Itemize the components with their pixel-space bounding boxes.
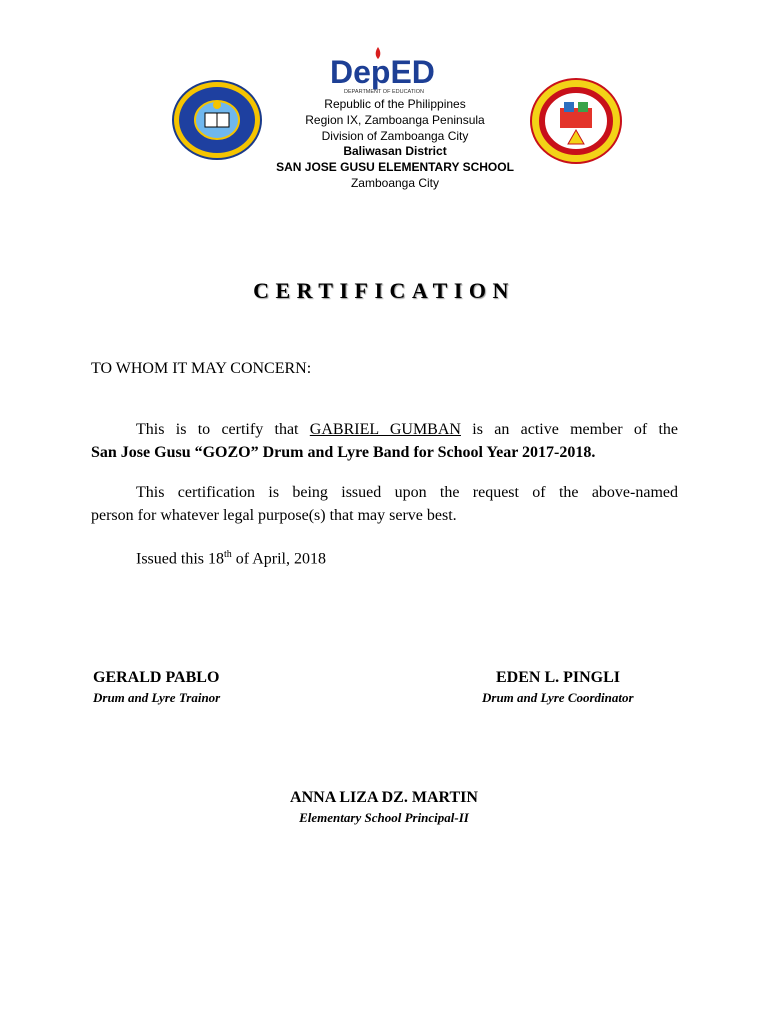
paragraph-2-line-2: person for whatever legal purpose(s) that may serve best. (91, 507, 457, 524)
deped-logo (330, 45, 440, 95)
header-school: SAN JOSE GUSU ELEMENTARY SCHOOL (276, 160, 514, 174)
issued-text-a: Issued this 18 (136, 550, 224, 568)
document-title: CERTIFICATION (253, 278, 515, 303)
deped-logo-subtext: DEPARTMENT OF EDUCATION (344, 89, 424, 95)
issued-text-b: of April, 2018 (231, 550, 326, 568)
salutation: TO WHOM IT MAY CONCERN: (91, 360, 312, 377)
header-republic: Republic of the Philippines (324, 97, 466, 111)
paragraph-1-text-a: This is to certify that (136, 421, 310, 438)
paragraph-2-line-1: This certification is being issued upon the request of the above-named (136, 484, 678, 501)
paragraph-purpose (91, 481, 678, 527)
paragraph-1-line-2: San Jose Gusu “GOZO” Drum and Lyre Band for School Year 2017-2018. (91, 444, 596, 461)
principal-name: ANNA LIZA DZ. MARTIN (290, 789, 478, 806)
trainor-role: Drum and Lyre Trainor (93, 690, 221, 705)
paragraph-1-text-b: is an active member of the (460, 421, 678, 438)
deped-logo-text: DepED (330, 54, 435, 90)
member-name: GABRIEL GUMBAN (309, 421, 461, 438)
coordinator-name: EDEN L. PINGLI (496, 669, 621, 686)
paragraph-membership (91, 418, 678, 464)
principal-role: Elementary School Principal-II (299, 810, 469, 825)
issued-date (136, 543, 326, 570)
issued-superscript: th (224, 549, 232, 560)
header-division: Division of Zamboanga City (321, 129, 469, 143)
trainor-name: GERALD PABLO (93, 669, 220, 686)
header-city: Zamboanga City (350, 176, 440, 190)
coordinator-role: Drum and Lyre Coordinator (482, 690, 634, 705)
header-region: Region IX, Zamboanga Peninsula (305, 113, 485, 127)
header-district: Baliwasan District (343, 144, 447, 158)
